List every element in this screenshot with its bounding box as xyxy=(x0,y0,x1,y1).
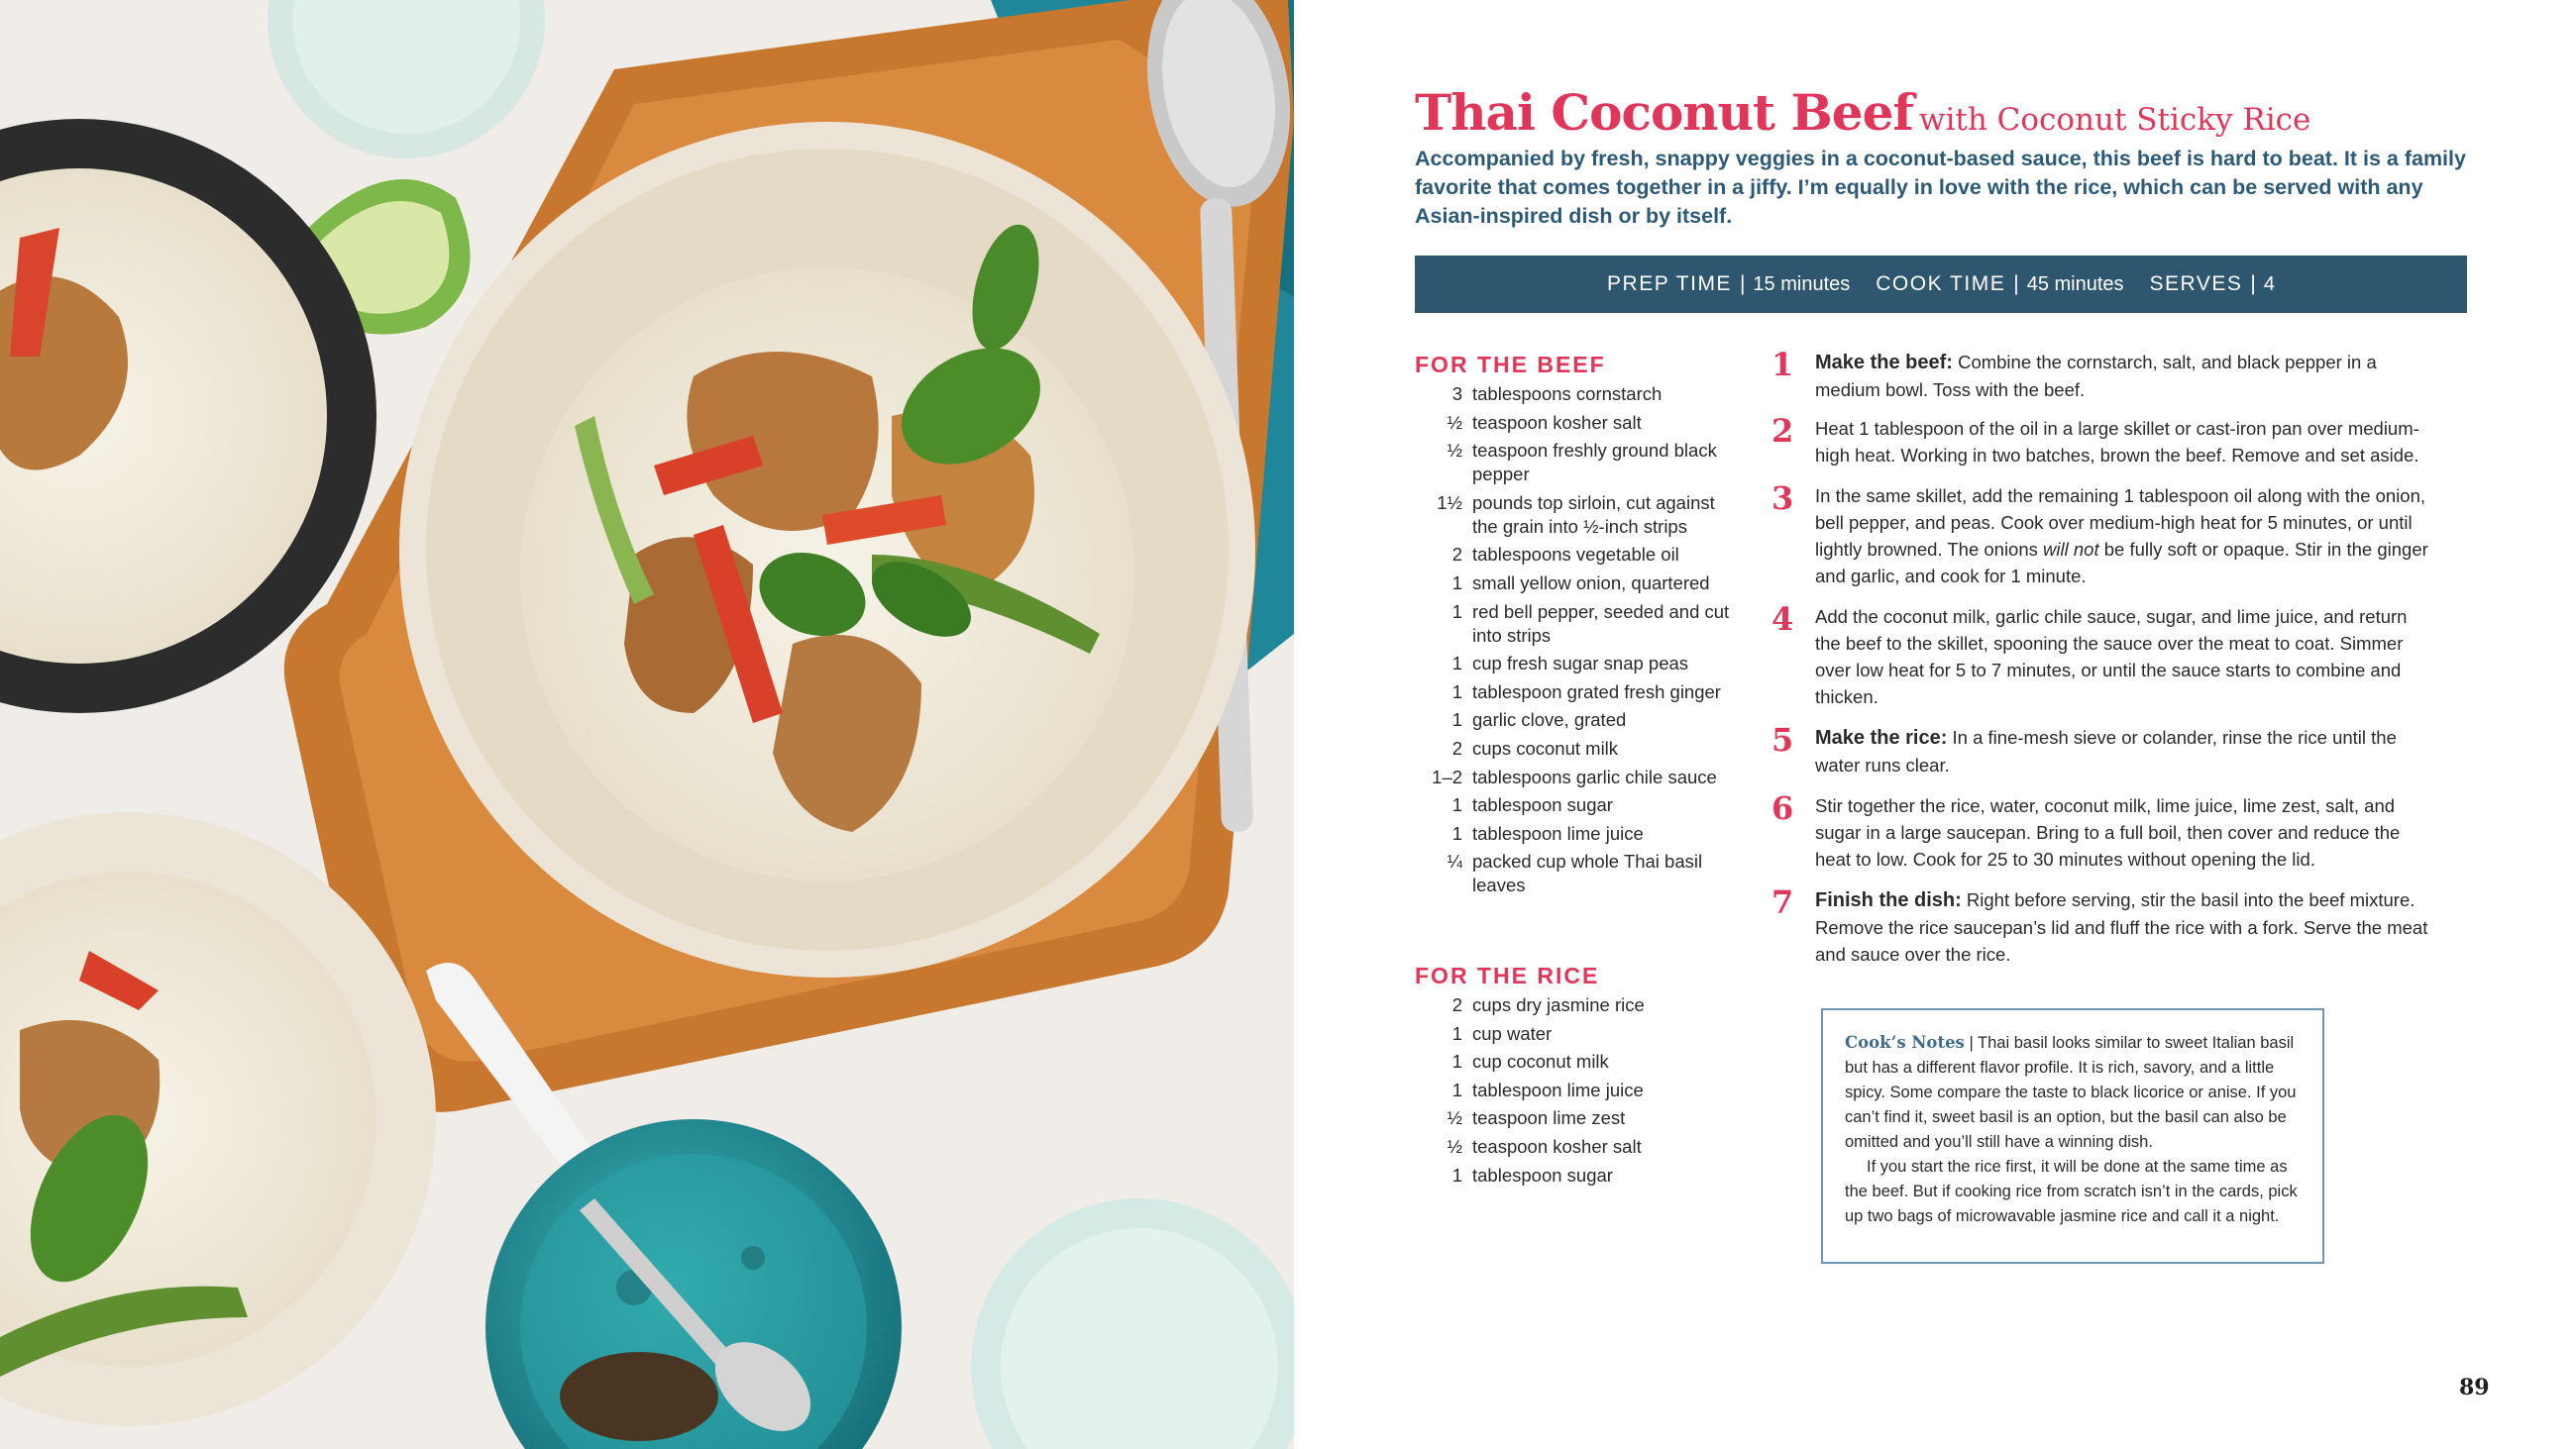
serves-value: 4 xyxy=(2263,272,2275,295)
ingredient-amount: 3 xyxy=(1451,383,1462,404)
ingredient-item xyxy=(1415,793,1742,817)
ingredient-text: tablespoons vegetable oil xyxy=(1472,544,1679,566)
ingredient-amount: ½ xyxy=(1447,1135,1462,1157)
ingredient-text: tablespoon grated fresh ginger xyxy=(1472,680,1721,702)
ingredient-item xyxy=(1415,708,1742,732)
step-text: In a fine-mesh sieve or colander, rinse the rice until the water runs clear. xyxy=(1815,727,2397,776)
ingredient-item xyxy=(1415,822,1742,846)
ingredient-text: tablespoon sugar xyxy=(1472,1164,1613,1186)
ingredient-text: teaspoon lime zest xyxy=(1472,1107,1626,1129)
cooks-notes-box xyxy=(1821,1008,2324,1264)
title-main: Thai Coconut Beef xyxy=(1415,83,1913,142)
ingredient-text: garlic clove, grated xyxy=(1472,709,1627,731)
bar-divider: | xyxy=(2013,272,2019,295)
ingredient-text: tablespoons cornstarch xyxy=(1472,383,1663,404)
ingredient-text: cup fresh sugar snap peas xyxy=(1472,653,1689,674)
ingredient-amount: 2 xyxy=(1451,737,1462,759)
ingredient-item xyxy=(1415,1022,1742,1046)
recipe-page xyxy=(1294,0,2576,1449)
ingredient-item xyxy=(1415,1135,1742,1159)
ingredient-text: tablespoon sugar xyxy=(1472,794,1613,816)
step-italic-text: will not xyxy=(2043,539,2099,560)
ingredient-item xyxy=(1415,411,1742,435)
ingredient-item xyxy=(1415,1079,1742,1102)
prep-label: PREP TIME xyxy=(1607,272,1732,295)
cooks-notes-heading: Cook’s Notes xyxy=(1845,1033,1965,1052)
ingredient-amount: 1 xyxy=(1451,794,1462,816)
ingredient-item xyxy=(1415,1050,1742,1074)
ingredient-text: tablespoon lime juice xyxy=(1472,822,1644,844)
ingredient-amount: 1–2 xyxy=(1432,766,1462,787)
ingredient-amount: 1 xyxy=(1451,709,1462,731)
step-text: Heat 1 tablespoon of the oil in a large skillet or cast-iron pan over medium-high heat. Working in two batches, brown the beef. Remove and set aside. xyxy=(1815,418,2419,466)
ingredient-item xyxy=(1415,491,1742,539)
cooks-notes-divider: | xyxy=(1964,1034,1979,1052)
ground-pepper xyxy=(560,1352,718,1441)
ingredient-item xyxy=(1415,993,1742,1017)
ingredient-amount: 1 xyxy=(1451,653,1462,674)
step-text: Right before serving, stir the basil into the beef mixture. Remove the rice saucepan’s lid and fluff the rice with a fork. Serve the meat and sauce over the rice. xyxy=(1815,889,2428,965)
step-item xyxy=(1771,346,2435,403)
ingredient-item xyxy=(1415,382,1742,406)
bar-divider: | xyxy=(2250,272,2256,295)
ingredient-text: red bell pepper, seeded and cut into strips xyxy=(1472,600,1730,646)
recipe-title xyxy=(1415,83,2310,142)
ingredient-text: tablespoon lime juice xyxy=(1472,1079,1644,1100)
bar-divider: | xyxy=(1739,272,1746,295)
beef-ingredient-list xyxy=(1415,382,1742,902)
ingredient-text: small yellow onion, quartered xyxy=(1472,571,1710,593)
ingredient-amount: 2 xyxy=(1451,994,1462,1015)
ingredient-amount: 1 xyxy=(1451,822,1462,844)
step-number: 5 xyxy=(1771,721,1794,759)
ingredient-amount: 1 xyxy=(1451,680,1462,702)
page-number: 89 xyxy=(2459,1375,2490,1400)
ingredient-amount: 1 xyxy=(1451,600,1462,622)
step-item xyxy=(1771,721,2435,778)
step-lead: Make the rice: xyxy=(1815,727,1948,749)
step-item xyxy=(1771,600,2435,710)
step-number: 1 xyxy=(1771,346,1794,383)
ingredient-item xyxy=(1415,766,1742,789)
cook-value: 45 minutes xyxy=(2026,272,2124,295)
ingredient-text: teaspoon kosher salt xyxy=(1472,411,1642,433)
step-item xyxy=(1771,479,2435,589)
step-text-continued: be fully soft or opaque. Stir in the ginger and garlic, and cook for 1 minute. xyxy=(1815,539,2428,586)
step-text: Combine the cornstarch, salt, and black pepper in a medium bowl. Toss with the beef. xyxy=(1815,352,2377,400)
step-number: 4 xyxy=(1771,600,1794,638)
step-number: 6 xyxy=(1771,789,1794,827)
cooks-notes-text-1: Thai basil looks similar to sweet Italian basil but has a different flavor profile. It is rich, savory, and a little spicy. Some compare the taste to black licorice or anise. If you can’t find it, sweet basil is an option, but the basil can also be omitted and you’ll still have a winning dish. xyxy=(1845,1034,2297,1151)
step-item xyxy=(1771,789,2435,873)
ingredient-item xyxy=(1415,737,1742,761)
rice-ingredient-list xyxy=(1415,993,1742,1191)
ingredient-amount: 1 xyxy=(1451,1164,1462,1186)
ingredient-amount: 1 xyxy=(1451,1022,1462,1044)
ingredient-amount: 1 xyxy=(1451,1079,1462,1100)
cooks-notes-para-2: If you start the rice first, it will be done at the same time as the beef. But if cooking rice from scratch isn’t in the cards, pick up two bags of microwavable jasmine rice and call it a night. xyxy=(1845,1158,2298,1225)
ingredient-amount: ½ xyxy=(1447,440,1462,462)
step-number: 7 xyxy=(1771,883,1794,921)
ingredient-text: cups dry jasmine rice xyxy=(1472,994,1645,1015)
ingredient-text: cup coconut milk xyxy=(1472,1051,1609,1073)
ingredient-amount: ½ xyxy=(1447,411,1462,433)
step-lead: Finish the dish: xyxy=(1815,889,1962,911)
step-number: 2 xyxy=(1771,412,1794,450)
ingredient-text: tablespoons garlic chile sauce xyxy=(1472,766,1717,787)
ingredient-amount: ¼ xyxy=(1447,851,1462,873)
ingredient-item xyxy=(1415,652,1742,675)
ingredient-amount: ½ xyxy=(1447,1107,1462,1129)
info-bar xyxy=(1415,256,2467,313)
ingredient-amount: 1 xyxy=(1451,1051,1462,1073)
ingredient-item xyxy=(1415,543,1742,567)
prep-value: 15 minutes xyxy=(1753,272,1851,295)
recipe-intro: Accompanied by fresh, snappy veggies in a coconut-based sauce, this beef is hard to beat. It is a family favorite that comes together in a jiffy. I’m equally in love with the rice, which can be served with any Asian-inspired dish or by itself. xyxy=(1415,147,2466,228)
ingredient-text: cup water xyxy=(1472,1022,1553,1044)
cooks-notes-para-1 xyxy=(1845,1030,2303,1155)
ingredient-item xyxy=(1415,439,1742,486)
ingredient-text: teaspoon kosher salt xyxy=(1472,1135,1642,1157)
beef-heading: FOR THE BEEF xyxy=(1415,352,1606,377)
ingredient-amount: 2 xyxy=(1451,544,1462,566)
ingredient-text: packed cup whole Thai basil leaves xyxy=(1472,851,1703,896)
ingredient-item xyxy=(1415,680,1742,704)
ingredient-text: cups coconut milk xyxy=(1472,737,1619,759)
rice-heading: FOR THE RICE xyxy=(1415,963,1600,988)
step-text: Stir together the rice, water, coconut milk, lime juice, lime zest, salt, and sugar in a large saucepan. Bring to a full boil, then cover and reduce the heat to low. Cook for 25 to 30 minutes without opening the lid. xyxy=(1815,795,2401,870)
step-lead: Make the beef: xyxy=(1815,352,1953,373)
step-text: In the same skillet, add the remaining 1 tablespoon oil along with the onion, bell pepper, and peas. Cook over medium-high heat for 5 minutes, or until lightly browned. The onions xyxy=(1815,485,2426,560)
title-subtitle: with Coconut Sticky Rice xyxy=(1918,102,2311,138)
cook-label: COOK TIME xyxy=(1876,272,2006,295)
ingredient-item xyxy=(1415,600,1742,648)
ingredient-amount: 1 xyxy=(1451,571,1462,593)
step-item xyxy=(1771,412,2435,468)
step-item xyxy=(1771,883,2435,968)
ingredient-item xyxy=(1415,1106,1742,1130)
ingredient-item xyxy=(1415,571,1742,595)
step-text: Add the coconut milk, garlic chile sauce, sugar, and lime juice, and return the beef to the skillet, spooning the sauce over the meat to coat. Simmer over low heat for 5 to 7 minutes, or until the sauce starts to combine and thicken. xyxy=(1815,606,2408,707)
ingredient-item xyxy=(1415,850,1742,897)
step-number: 3 xyxy=(1771,479,1794,517)
ingredient-item xyxy=(1415,1164,1742,1188)
ingredient-text: pounds top sirloin, cut against the grain into ½-inch strips xyxy=(1472,491,1715,537)
serves-label: SERVES xyxy=(2149,272,2243,295)
ingredient-amount: 1½ xyxy=(1437,491,1462,513)
ingredient-text: teaspoon freshly ground black pepper xyxy=(1472,440,1717,485)
method-steps xyxy=(1771,346,2435,968)
